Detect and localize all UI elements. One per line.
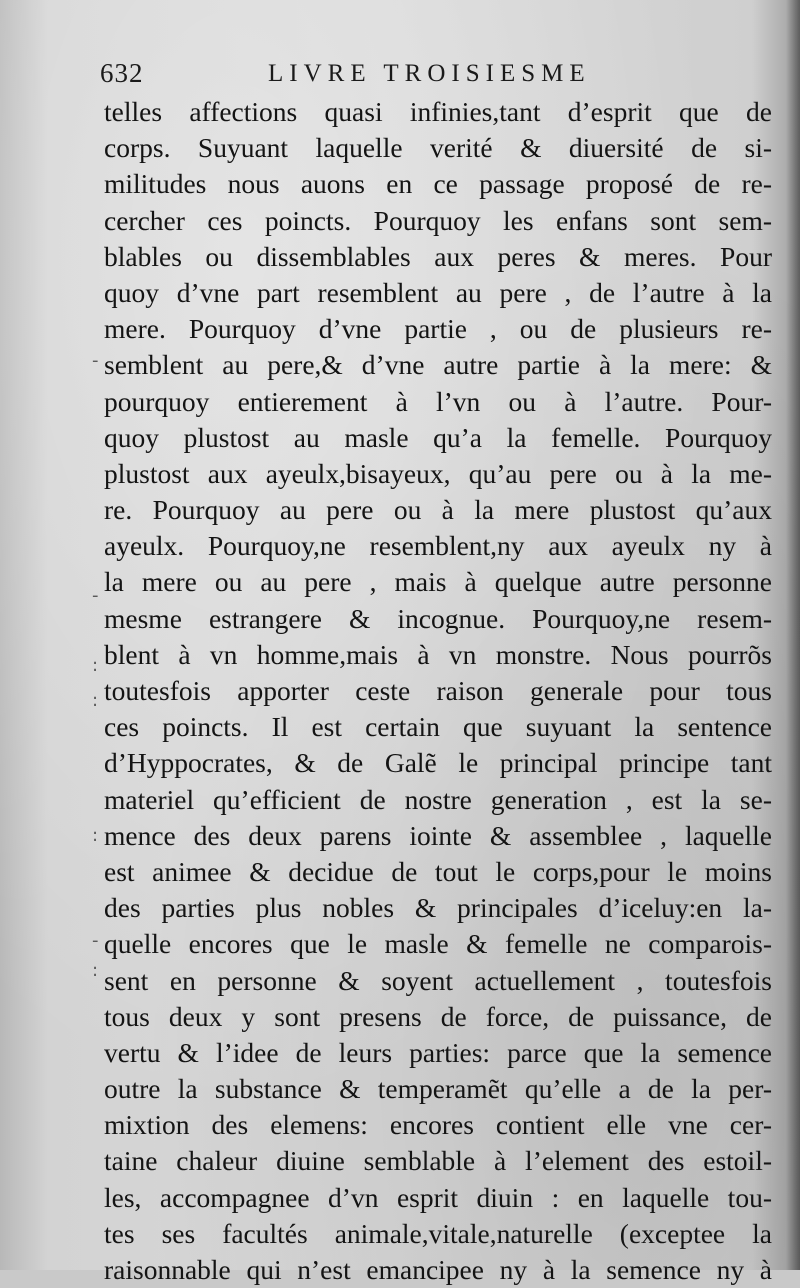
text-line: blent à vn homme,mais à vn monstre. Nous pourrõs xyxy=(104,638,772,670)
margin-dash-mark: - xyxy=(92,585,99,606)
text-line: toutesfois apporter ceste raison generale pour tous xyxy=(104,675,772,706)
text-line: tes ses facultés animale,vitale,naturelle (exceptee la xyxy=(104,1217,772,1249)
text-line: tous deux y sont presens de force, de puissance, de xyxy=(104,1000,772,1032)
text-line: taine chaleur diuine semblable à l’element des estoil- xyxy=(104,1145,772,1177)
text-line: telles affections quasi infinies,tant d’esprit que de xyxy=(104,96,772,127)
text-line: raisonnable qui n’est emancipee ny à la semence ny à xyxy=(104,1254,772,1285)
text-line: corps. Suyuant laquelle verité & diuersité de si- xyxy=(104,132,772,164)
text-line: mere. Pourquoy d’vne partie , ou de plusieurs re- xyxy=(104,313,772,345)
page-header xyxy=(100,58,700,94)
text-line: vertu & l’idee de leurs parties: parce que la semence xyxy=(104,1036,772,1068)
margin-dash-mark: - xyxy=(92,930,99,951)
text-line: mesme estrangere & incognue. Pourquoy,ne resem- xyxy=(104,602,772,634)
margin-dash-mark: : xyxy=(92,690,99,711)
text-line: quoy d’vne part resemblent au pere , de l’autre à la xyxy=(104,276,772,308)
page-gutter-shadow xyxy=(786,0,800,1270)
text-line: d’Hyppocrates, & de Galẽ le principal principe tant xyxy=(104,747,772,779)
text-line: cercher ces poincts. Pourquoy les enfans sont sem- xyxy=(104,204,772,236)
text-line: plustost aux ayeulx,bisayeux, qu’au pere ou à la me- xyxy=(104,457,772,489)
text-line: les, accompagnee d’vn esprit diuin : en laquelle tou- xyxy=(104,1181,772,1213)
text-line: mence des deux parens iointe & assemblee , laquelle xyxy=(104,819,772,851)
margin-dash-mark: - xyxy=(92,350,99,371)
text-line: la mere ou au pere , mais à quelque autre personne xyxy=(104,566,772,598)
running-title: LIVRE TROISIESME xyxy=(268,60,591,87)
page-number: 632 xyxy=(100,58,144,88)
text-line: materiel qu’efficient de nostre generation , est la se- xyxy=(104,783,772,815)
text-line: ayeulx. Pourquoy,ne resemblent,ny aux ayeulx ny à xyxy=(104,530,772,562)
text-line: re. Pourquoy au pere ou à la mere plustost qu’aux xyxy=(104,494,772,526)
body-text xyxy=(104,94,772,1288)
text-line: mixtion des elemens: encores contient elle vne cer- xyxy=(104,1109,772,1141)
text-line: ces poincts. Il est certain que suyuant la sentence xyxy=(104,711,772,743)
text-line: quelle encores que le masle & femelle ne comparois- xyxy=(104,928,772,960)
text-line: quoy plustost au masle qu’a la femelle. Pourquoy xyxy=(104,421,772,453)
text-line: est animee & decidue de tout le corps,pour le moins xyxy=(104,855,772,887)
text-line: semblent au pere,& d’vne autre partie à la mere: & xyxy=(104,349,772,381)
text-line: sent en personne & soyent actuellement , toutesfois xyxy=(104,964,772,996)
margin-dash-mark: : xyxy=(92,960,99,981)
text-line: militudes nous auons en ce passage proposé de re- xyxy=(104,168,772,200)
text-line: des parties plus nobles & principales d’iceluy:en la- xyxy=(104,892,772,924)
text-line: outre la substance & temperamẽt qu’elle a de la per- xyxy=(104,1073,772,1105)
margin-dash-mark: : xyxy=(92,655,99,676)
margin-dash-mark: : xyxy=(92,825,99,846)
text-line: blables ou dissemblables aux peres & meres. Pour xyxy=(104,240,772,272)
text-line: pourquoy entierement à l’vn ou à l’autre. Pour- xyxy=(104,385,772,417)
